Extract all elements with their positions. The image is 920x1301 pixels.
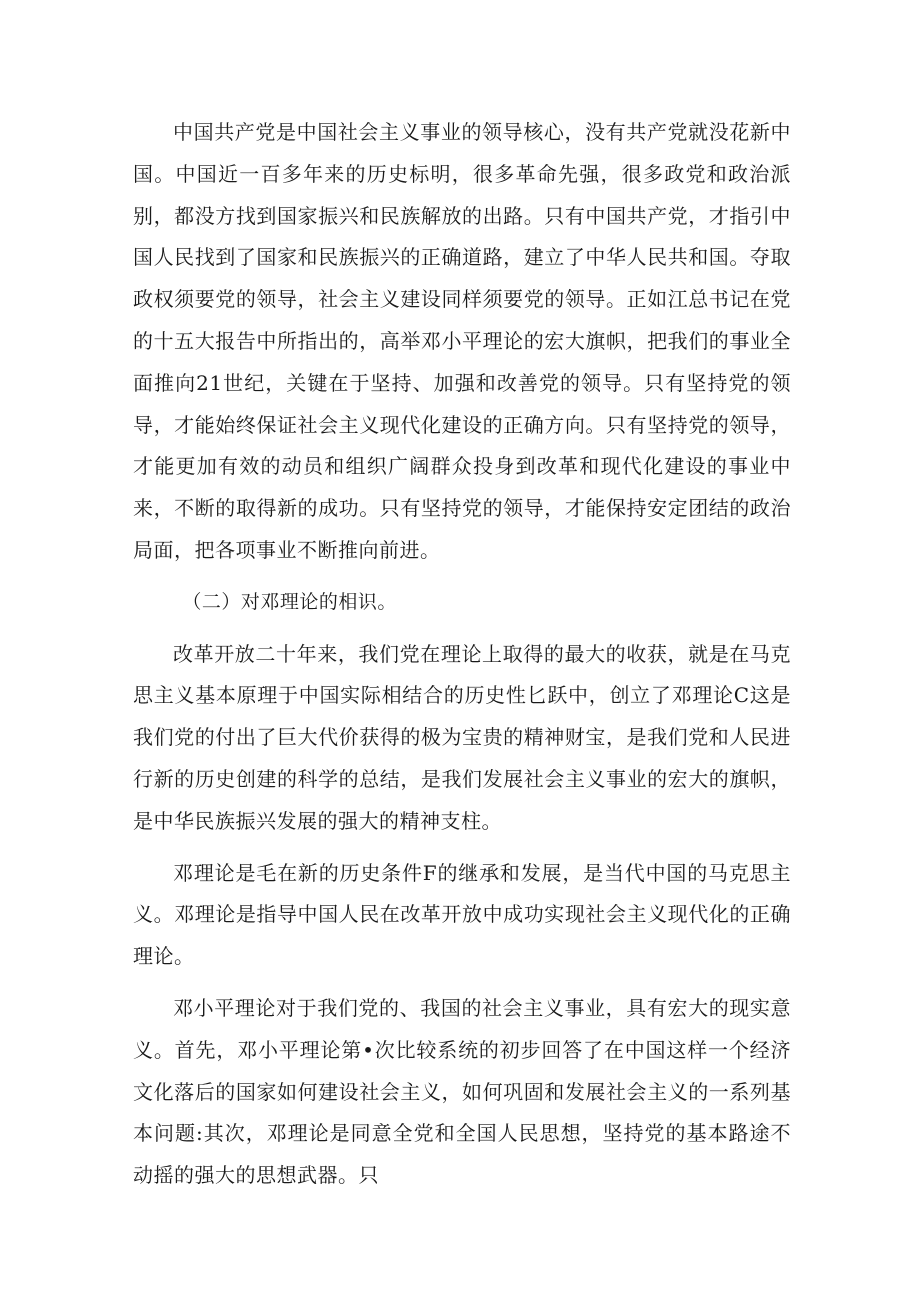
section-heading: （二）对邓理论的相识。 <box>182 590 397 613</box>
paragraph-party-leadership: 中国共产党是中国社会主义事业的领导核心，没有共产党就没花新中国。中国近一百多年来的历史标明，很多革命先强，很多政党和政治派别，都没方找到国家振兴和民族解放的出路。只有中国共产党，才指引中国人民找到了国家和民族振兴的正确道路，建立了中华人民共和国。夺取政权须要党的领导，社会主义建设同样须要党的领导。正如江总书记在党的十五大报告中所指出的，高举邓小平理论的宏大旗帜，把我们的事业全面推向21世纪，关键在于坚持、加强和改善党的领导。只有坚持党的领导，才能始终保证社会主义现代化建设的正确方向。只有坚持党的领导，才能更加有效的动员和组织广阔群众投身到改革和现代化建设的事业中来，不断的取得新的成功。只有坚持党的领导，才能保持安定团结的政治局面，把各项事业不断推向前进。 <box>133 120 791 562</box>
paragraph-theory-significance: 邓小平理论对于我们党的、我国的社会主义事业，具有宏大的现实意义。首先，邓小平理论第•次比较系统的初步回答了在中国这样一个经济文化落后的国家如何建设社会主义，如何巩固和发展社会主义的一系列基本问题:其次，邓理论是同意全党和全国人民思想，坚持党的基本路途不动摇的强大的思想武器。只 <box>133 995 791 1188</box>
paragraph-theory-achievement: 改革开放二十年来，我们党在理论上取得的最大的收获，就是在马克思主义基本原理于中国实际相结合的历史性匕跃中，创立了邓理论C这是我们党的付出了巨大代价获得的极为宝贵的精神财宝，是我们党和人民进行新的历史创建的科学的总结，是我们发展社会主义事业的宏大的旗帜，是中华民族振兴发展的强大的精神支柱。 <box>133 641 791 833</box>
paragraph-theory-inheritance: 邓理论是毛在新的历史条件F的继承和发展，是当代中国的马克思主义。邓理论是指导中国人民在改革开放中成功实现社会主义现代化的正确理论。 <box>133 860 791 969</box>
document-body <box>133 112 791 1207</box>
